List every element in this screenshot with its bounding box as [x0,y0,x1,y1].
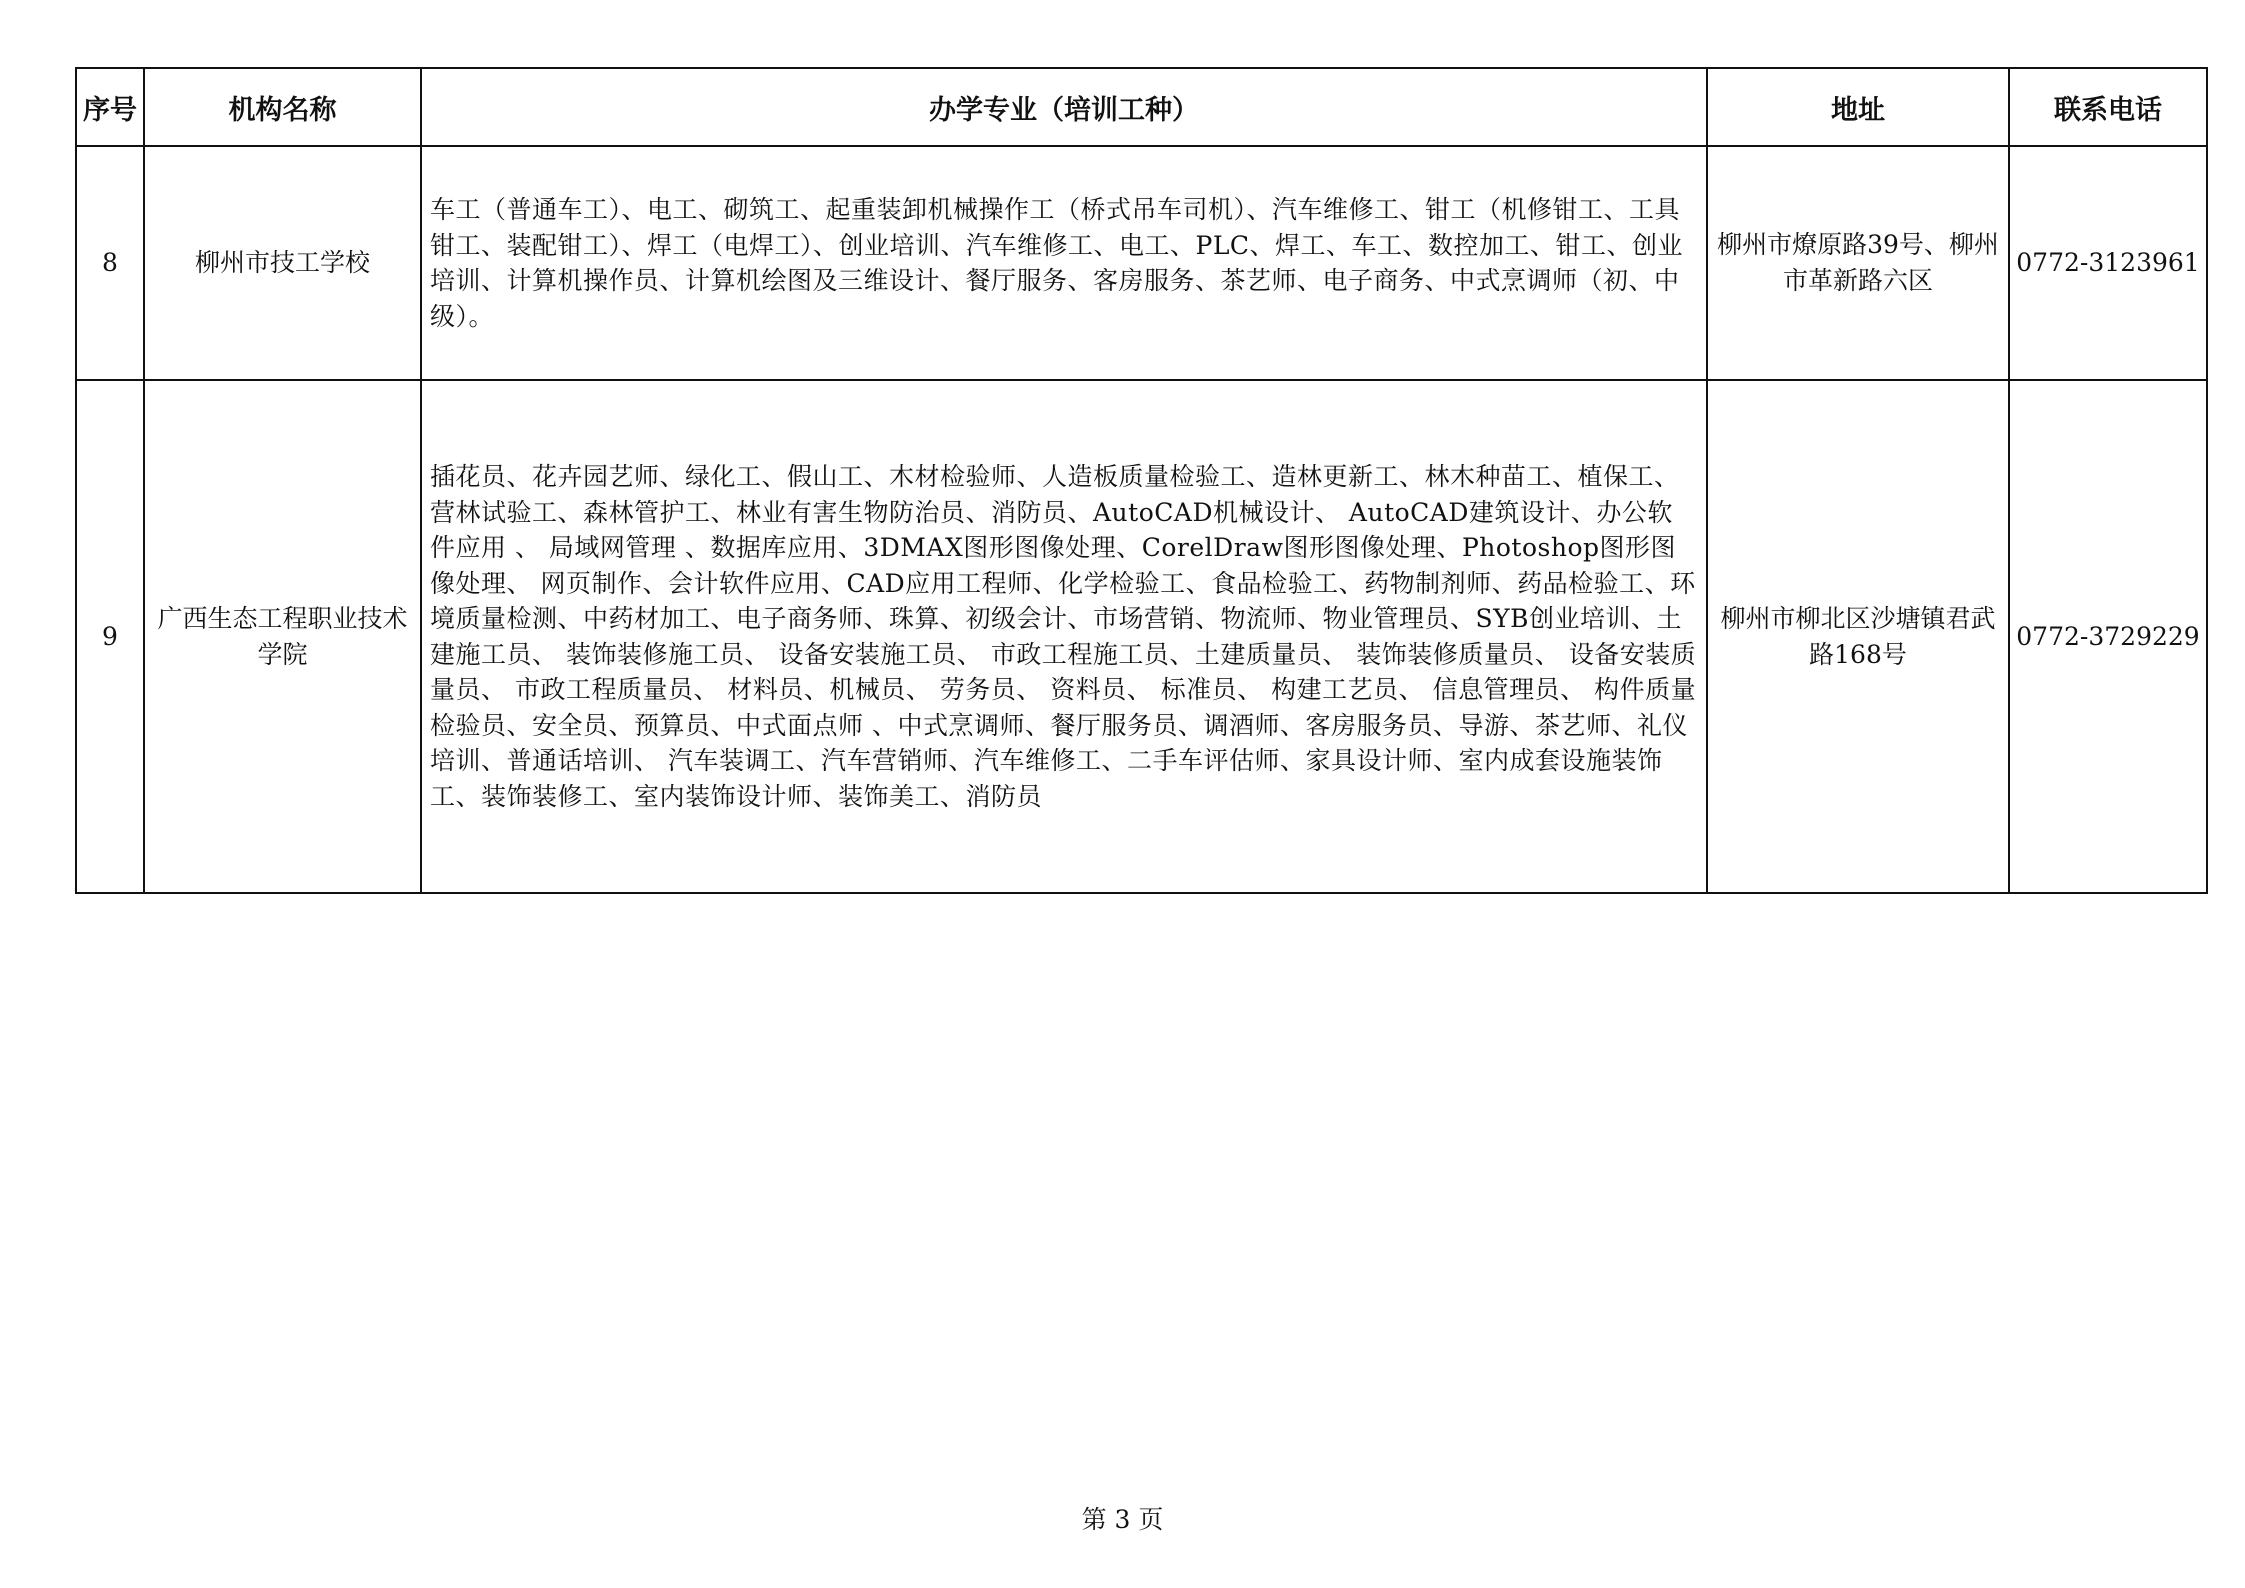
header-majors: 办学专业（培训工种） [421,68,1707,146]
institution-phone: 0772-3729229 [2009,380,2207,893]
table-header [76,68,2207,146]
institution-address: 柳州市柳北区沙塘镇君武路168号 [1707,380,2009,893]
institution-phone: 0772-3123961 [2009,146,2207,380]
institution-majors: 插花员、花卉园艺师、绿化工、假山工、木材检验师、人造板质量检验工、造林更新工、林木种苗工、植保工、营林试验工、森林管护工、林业有害生物防治员、消防员、AutoCAD机械设计、 AutoCAD建筑设计、办公软件应用 、 局域网管理 、数据库应用、3DMAX图形图像处理、CorelDraw图形图像处理、Photoshop图形图像处理、 网页制作、会计软件应用、CAD应用工程师、化学检验工、食品检验工、药物制剂师、药品检验工、环境质量检测、中药材加工、电子商务师、珠算、初级会计、市场营销、物流师、物业管理员、SYB创业培训、土建施工员、 装饰装修施工员、 设备安装施工员、 市政工程施工员、土建质量员、 装饰装修质量员、 设备安装质量员、 市政工程质量员、 材料员、机械员、 劳务员、 资料员、 标准员、 构建工艺员、 信息管理员、 构件质量检验员、安全员、预算员、中式面点师 、中式烹调师、餐厅服务员、调酒师、客房服务员、导游、茶艺师、礼仪培训、普通话培训、 汽车装调工、汽车营销师、汽车维修工、二手车评估师、家具设计师、室内成套设施装饰工、装饰装修工、室内装饰设计师、装饰美工、消防员 [421,380,1707,893]
header-name: 机构名称 [144,68,421,146]
institution-name: 广西生态工程职业技术学院 [144,380,421,893]
institution-majors: 车工（普通车工）、电工、砌筑工、起重装卸机械操作工（桥式吊车司机）、汽车维修工、钳工（机修钳工、工具钳工、装配钳工）、焊工（电焊工）、创业培训、汽车维修工、电工、PLC、焊工、车工、数控加工、钳工、创业培训、计算机操作员、计算机绘图及三维设计、餐厅服务、客房服务、茶艺师、电子商务、中式烹调师（初、中级）。 [421,146,1707,380]
header-phone: 联系电话 [2009,68,2207,146]
institution-address: 柳州市燎原路39号、柳州市革新路六区 [1707,146,2009,380]
table-row [76,380,2207,893]
header-index: 序号 [76,68,144,146]
table-row [76,146,2207,380]
page-number: 第 3 页 [1081,1505,1164,1534]
row-index: 8 [76,146,144,380]
header-row [76,68,2207,146]
row-index: 9 [76,380,144,893]
table-body [76,146,2207,893]
training-institutions-table [75,67,2208,894]
institution-name: 柳州市技工学校 [144,146,421,380]
header-address: 地址 [1707,68,2009,146]
